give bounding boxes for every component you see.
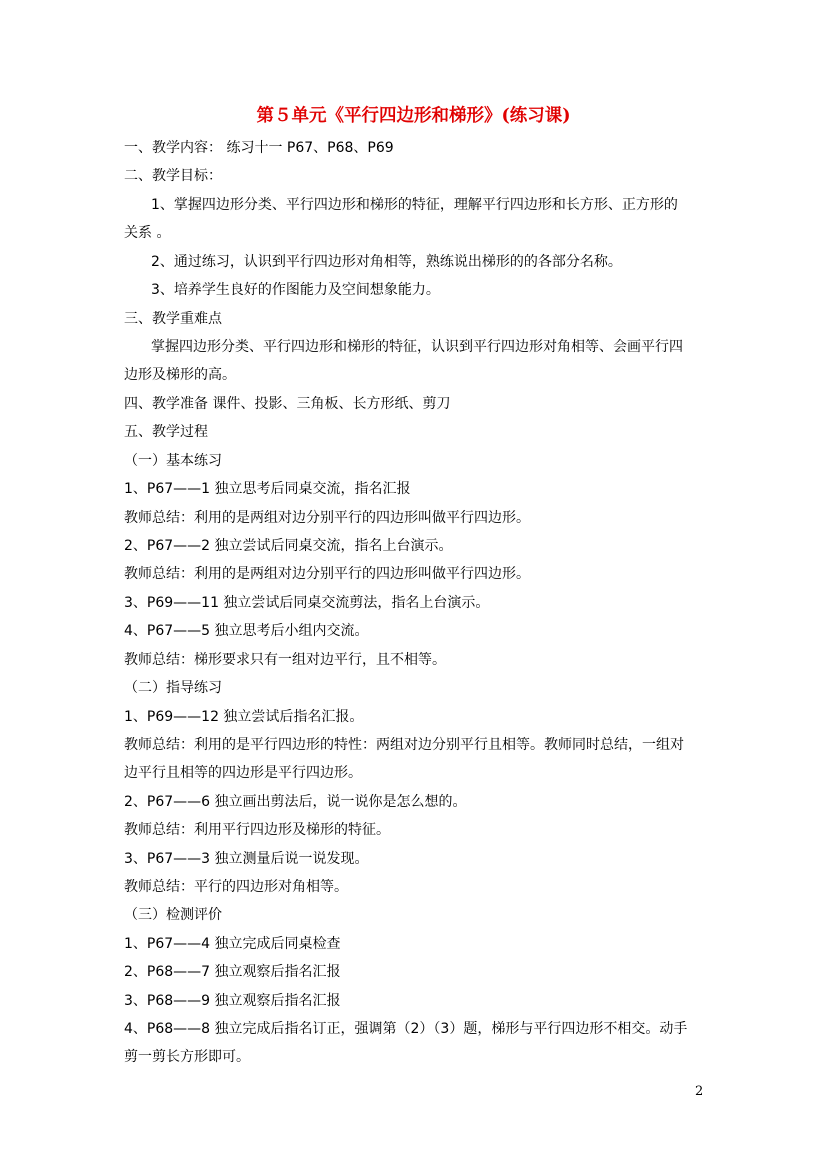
goal-1-line-1: 1、掌握四边形分类、平行四边形和梯形的特征，理解平行四边形和长方形、正方形的 — [151, 197, 678, 213]
subsection-2-heading: （二）指导练习 — [124, 680, 222, 696]
section-2-heading: 二、教学目标： — [124, 168, 222, 184]
key-points-line-2: 边形及梯形的高。 — [124, 367, 236, 383]
exercise-item: 3、P69——11 独立尝试后同桌交流剪法，指名上台演示。 — [124, 595, 490, 611]
exercise-item: 4、P68——8 独立完成后指名订正，强调第（2）（3）题，梯形与平行四边形不相交。动手 — [124, 1021, 688, 1037]
document-title: 第５单元《平行四边形和梯形》(练习课) — [256, 106, 571, 126]
teacher-summary: 教师总结：利用平行四边形及梯形的特征。 — [124, 822, 390, 838]
exercise-item: 2、P68——7 独立观察后指名汇报 — [124, 964, 341, 980]
subsection-3-heading: （三）检测评价 — [124, 907, 222, 923]
teacher-summary: 教师总结：梯形要求只有一组对边平行，且不相等。 — [124, 652, 446, 668]
section-1-heading: 一、教学内容： 练习十一 P67、P68、P69 — [124, 140, 394, 156]
teacher-summary: 教师总结：平行的四边形对角相等。 — [124, 879, 348, 895]
exercise-item: 1、P67——1 独立思考后同桌交流，指名汇报 — [124, 481, 411, 497]
goal-2: 2、通过练习，认识到平行四边形对角相等，熟练说出梯形的的各部分名称。 — [151, 254, 622, 270]
section-5-heading: 五、教学过程 — [124, 424, 208, 440]
teacher-summary: 教师总结：利用的是两组对边分别平行的四边形叫做平行四边形。 — [124, 510, 530, 526]
exercise-item: 3、P67——3 独立测量后说一说发现。 — [124, 851, 369, 867]
goal-3: 3、培养学生良好的作图能力及空间想象能力。 — [151, 282, 440, 298]
exercise-item: 2、P67——6 独立画出剪法后，说一说你是怎么想的。 — [124, 794, 467, 810]
exercise-item: 4、P67——5 独立思考后小组内交流。 — [124, 623, 369, 639]
section-4-heading: 四、教学准备 课件、投影、三角板、长方形纸、剪刀 — [124, 396, 451, 412]
teacher-summary: 教师总结：利用的是平行四边形的特性：两组对边分别平行且相等。教师同时总结，一组对 — [124, 737, 684, 753]
exercise-item: 1、P67——4 独立完成后同桌检查 — [124, 936, 341, 952]
subsection-1-heading: （一）基本练习 — [124, 453, 222, 469]
exercise-item-continued: 剪一剪长方形即可。 — [124, 1049, 250, 1065]
goal-1-line-2: 关系 。 — [124, 225, 171, 241]
exercise-item: 2、P67——2 独立尝试后同桌交流，指名上台演示。 — [124, 538, 453, 554]
teacher-summary-continued: 边平行且相等的四边形是平行四边形。 — [124, 765, 362, 781]
key-points-line-1: 掌握四边形分类、平行四边形和梯形的特征，认识到平行四边形对角相等、会画平行四 — [151, 339, 683, 355]
exercise-item: 3、P68——9 独立观察后指名汇报 — [124, 993, 341, 1009]
section-3-heading: 三、教学重难点 — [124, 311, 222, 327]
page-number: 2 — [695, 1084, 704, 1099]
teacher-summary: 教师总结：利用的是两组对边分别平行的四边形叫做平行四边形。 — [124, 566, 530, 582]
exercise-item: 1、P69——12 独立尝试后指名汇报。 — [124, 709, 364, 725]
